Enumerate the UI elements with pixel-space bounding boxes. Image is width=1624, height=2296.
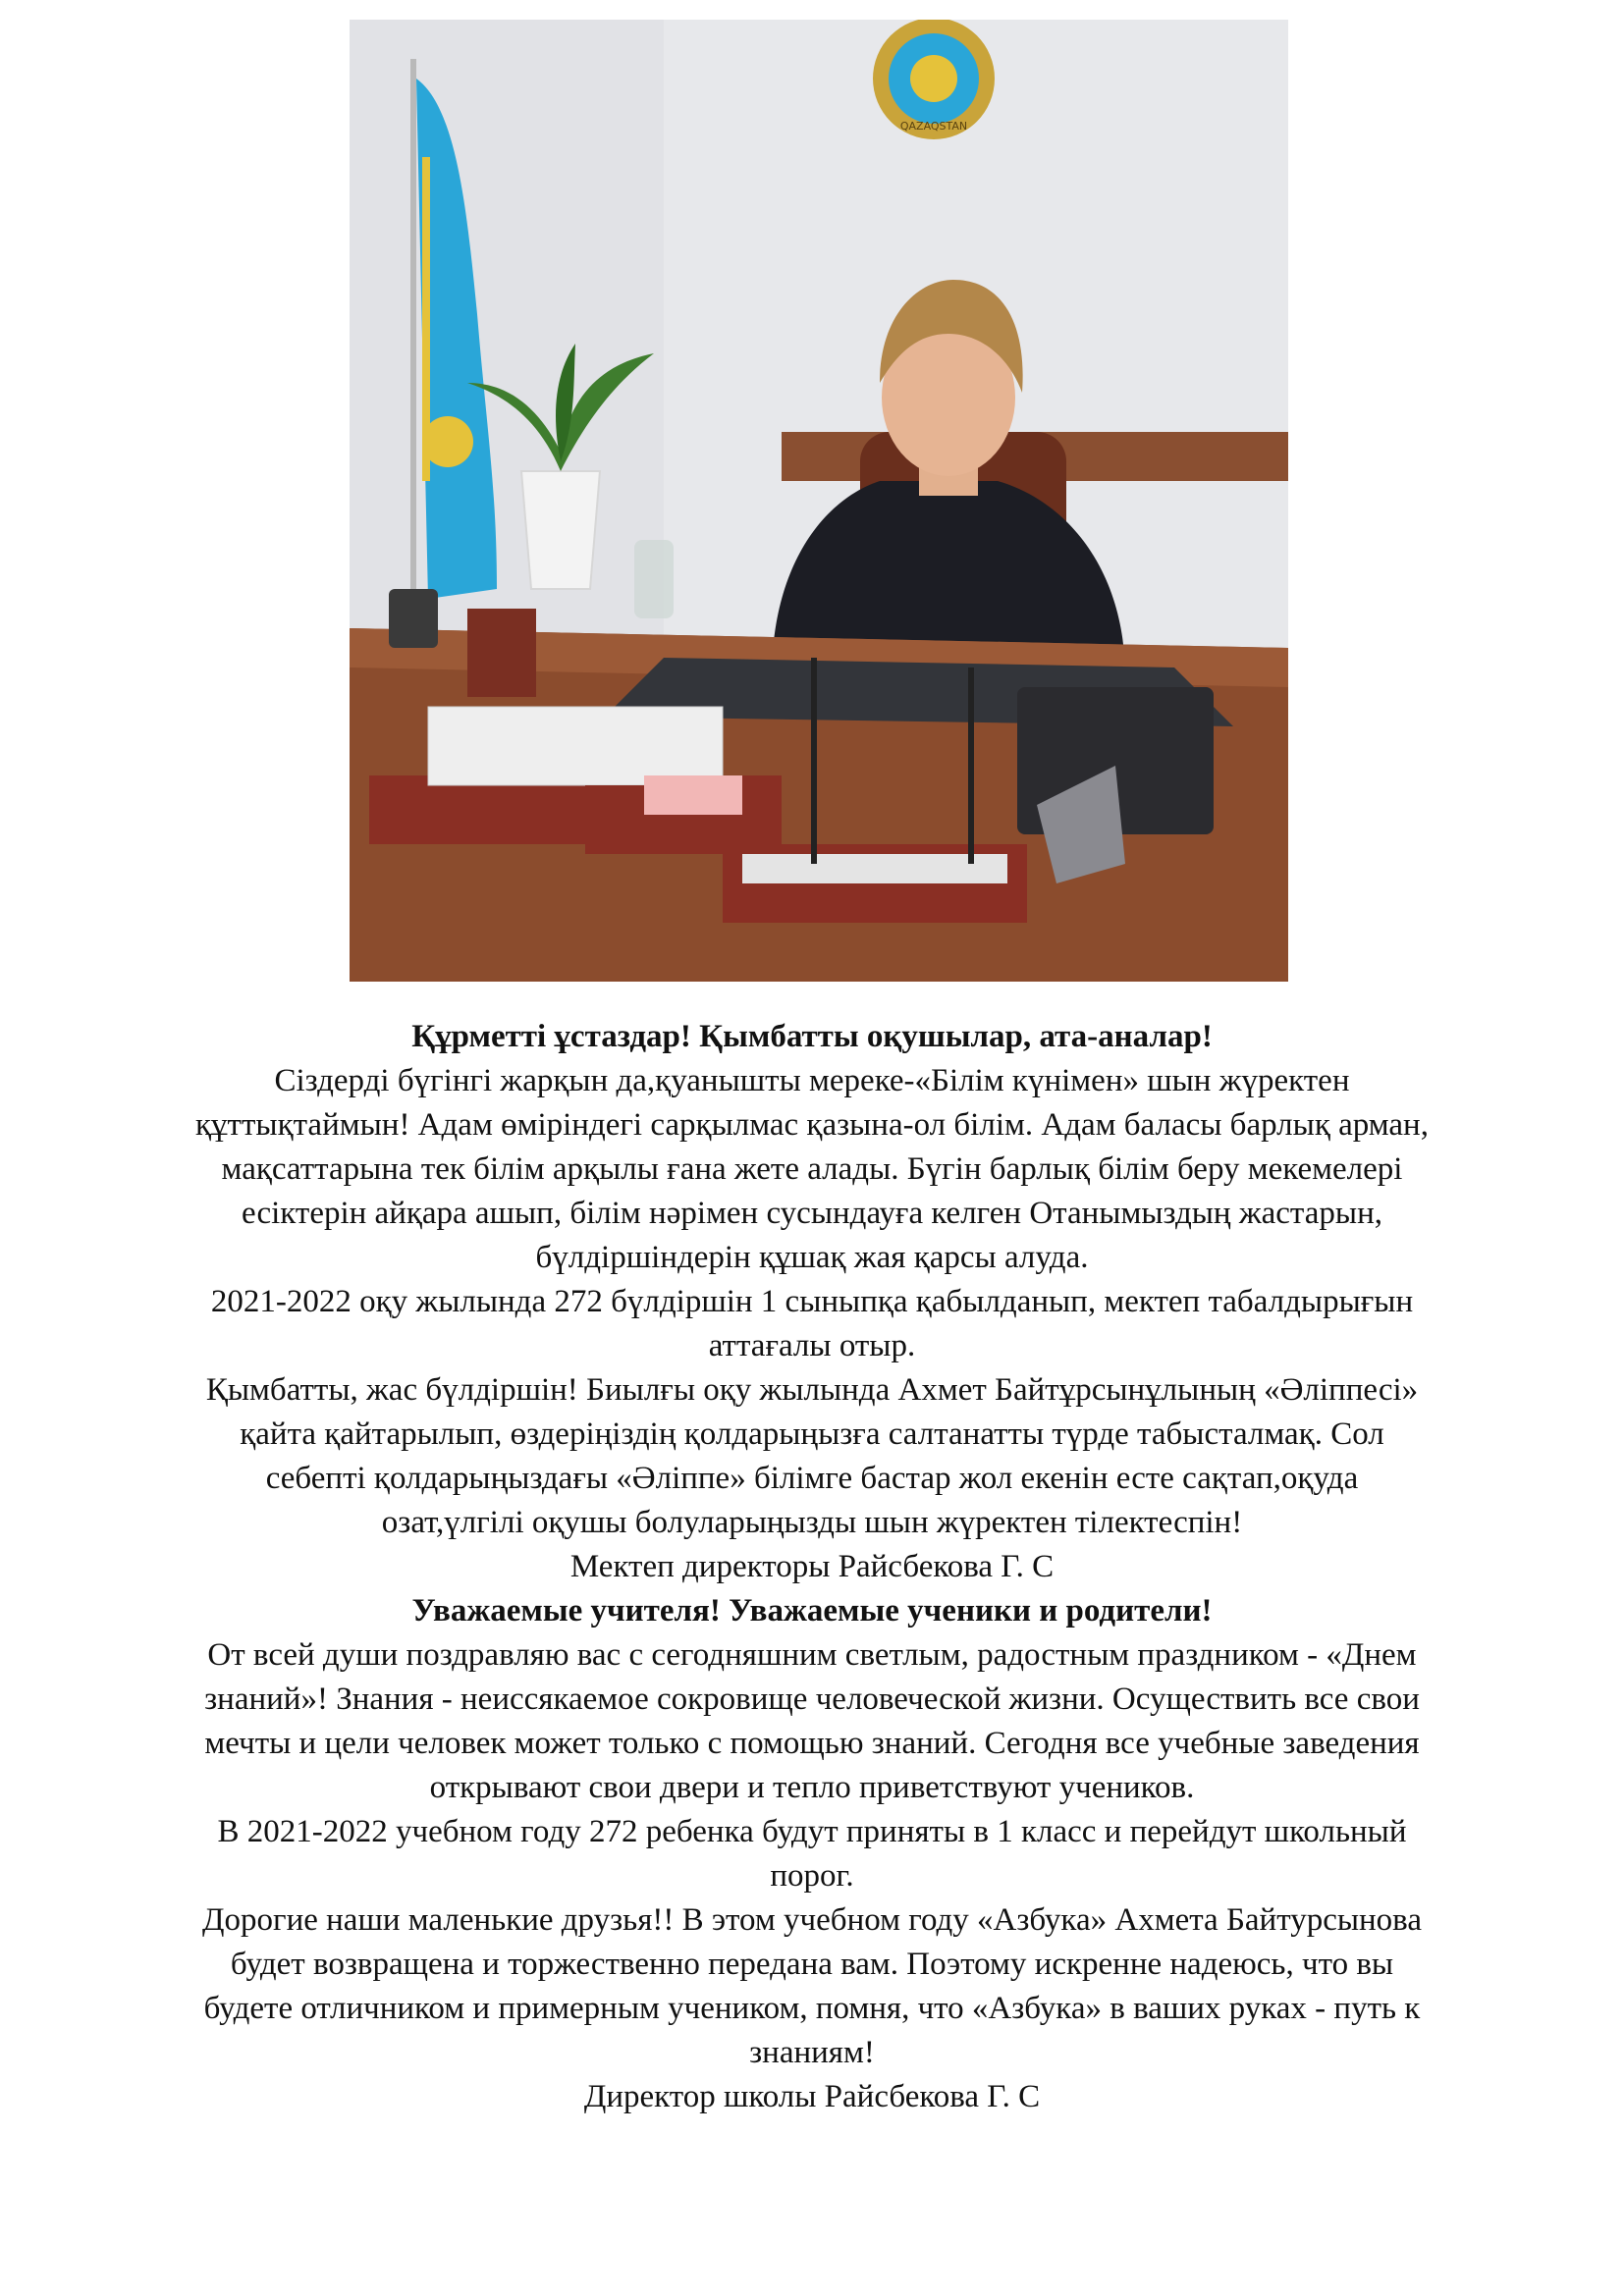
kazakh-line: 2021-2022 оқу жылында 272 бүлдіршін 1 сыныпқа қабылданып, мектеп табалдырығын [210,1284,1414,1319]
kazakh-line: аттағалы отыр. [708,1328,916,1363]
russian-signature: Директор школы Райсбекова Г. С [583,2079,1041,2114]
kazakh-line: бүлдіршіндерін құшақ жая қарсы алуда. [535,1240,1089,1275]
kazakh-line: есіктерін айқара ашып, білім нәрімен сусындауға келген Отанымыздың жастарын, [242,1196,1382,1231]
kazakh-line: мақсаттарына тек білім арқылы ғана жете алады. Бүгін барлық білім беру мекемелері [221,1151,1403,1187]
kazakh-line: Қымбатты, жас бүлдіршін! Биылғы оқу жылында Ахмет Байтұрсынұлының «Әліппесі» [205,1372,1419,1408]
kazakh-line: себепті қолдарыңыздағы «Әліппе» білімге бастар жол екенін есте сақтап,оқуда [265,1461,1359,1496]
russian-line: открывают свои двери и тепло приветствуют учеников. [429,1770,1195,1805]
director-photo-illustration [350,20,1288,982]
state-emblem [873,20,995,139]
kazakh-line: құттықтаймын! Адам өміріндегі сарқылмас қазына-ол білім. Адам баласы барлық арман, [195,1107,1429,1143]
kazakh-line: қайта қайтарылып, өздеріңіздің қолдарыңызға салтанатты түрде табысталмақ. Сол [240,1416,1384,1452]
russian-line: знаниям! [749,2035,875,2070]
russian-line: знаний»! Знания - неиссякаемое сокровище человеческой жизни. Осуществить все свои [204,1682,1420,1717]
russian-line: В 2021-2022 учебном году 272 ребенка будут приняты в 1 класс и перейдут школьный [217,1814,1407,1849]
greeting-text [69,1015,1555,2119]
kazakh-line: Сіздерді бүгінгі жарқын да,қуанышты мереке-«Білім күнімен» шын жүректен [274,1063,1350,1098]
kazakh-signature: Мектеп директоры Райсбекова Г. С [569,1549,1055,1584]
russian-line: будет возвращена и торжественно передана вам. Поэтому искренне надеюсь, что вы [230,1947,1394,1982]
russian-line: Дорогие наши маленькие друзья!! В этом учебном году «Азбука» Ахмета Байтурсынова [202,1902,1422,1938]
russian-line: мечты и цели человек может только с помощью знаний. Сегодня все учебные заведения [204,1726,1420,1761]
russian-line: порог. [770,1858,854,1894]
svg-text:QAZAQSTAN: QAZAQSTAN [899,120,968,133]
kazakh-heading: Құрметті ұстаздар! Қымбатты оқушылар, ата-аналар! [411,1019,1213,1054]
director-photo [350,20,1288,982]
russian-line: будете отличником и примерным учеником, помня, что «Азбука» в ваших руках - путь к [203,1991,1421,2026]
russian-line: От всей души поздравляю вас с сегодняшним светлым, радостным праздником - «Днем [207,1637,1417,1673]
kazakh-line: озат,үлгілі оқушы болуларыңызды шын жүректен тілектеспін! [381,1505,1243,1540]
russian-heading: Уважаемые учителя! Уважаемые ученики и родители! [411,1593,1213,1629]
